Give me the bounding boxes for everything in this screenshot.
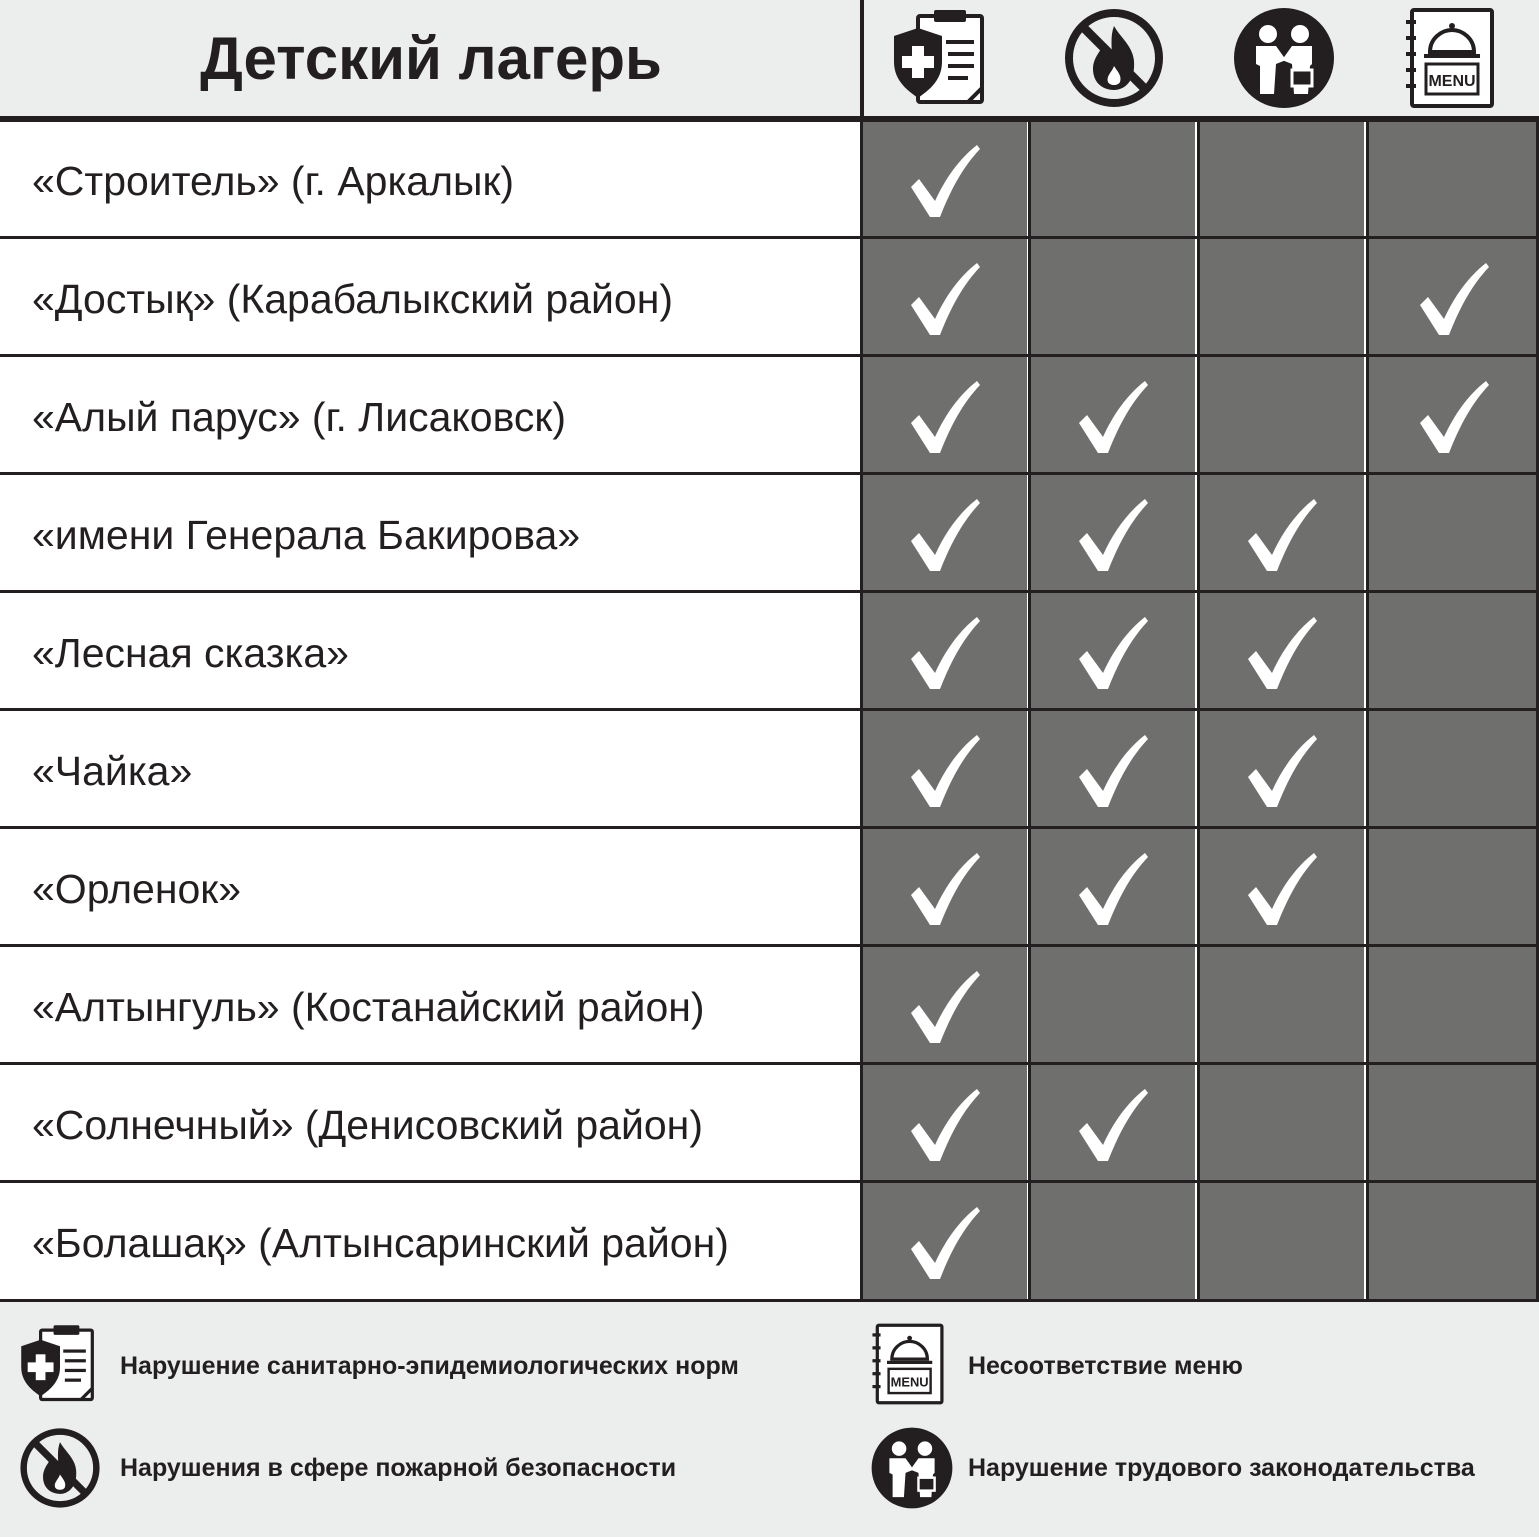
cell-sanitary <box>863 240 1027 358</box>
check-mark-icon <box>1077 497 1149 573</box>
check-mark-icon <box>1077 733 1149 809</box>
check-mark-icon <box>909 851 981 927</box>
legend <box>0 1302 1539 1537</box>
row-divider <box>0 590 1539 593</box>
cell-menu <box>1369 830 1539 948</box>
camp-name: «имени Генерала Бакирова» <box>0 476 860 594</box>
check-mark-icon <box>1246 615 1318 691</box>
cell-labor <box>1200 240 1364 358</box>
cell-menu <box>1369 240 1539 358</box>
svg-text:MENU: MENU <box>890 1374 929 1390</box>
camp-name: «Алтынгуль» (Костанайский район) <box>0 948 860 1066</box>
camp-name: «Чайка» <box>0 712 860 830</box>
camp-name: «Болашақ» (Алтынсаринский район) <box>0 1184 860 1302</box>
cell-labor <box>1200 712 1364 830</box>
cell-menu <box>1369 594 1539 712</box>
menu-book-icon <box>866 1322 950 1406</box>
column-divider <box>860 122 863 1302</box>
check-mark-icon <box>909 1205 981 1281</box>
row-divider <box>0 826 1539 829</box>
camp-name: «Орленок» <box>0 830 860 948</box>
column-title-camp: Детский лагерь <box>200 24 662 92</box>
table-header <box>0 0 1539 116</box>
check-mark-icon <box>909 733 981 809</box>
row-divider <box>0 1180 1539 1183</box>
cell-sanitary <box>863 830 1027 948</box>
check-mark-icon <box>909 261 981 337</box>
check-mark-icon <box>909 497 981 573</box>
table-row <box>0 1184 1539 1302</box>
cell-labor <box>1200 1066 1364 1184</box>
cell-fire <box>1031 122 1195 240</box>
cell-sanitary <box>863 1066 1027 1184</box>
cell-fire <box>1031 476 1195 594</box>
check-mark-icon <box>1077 1087 1149 1163</box>
check-mark-icon <box>909 615 981 691</box>
check-mark-icon <box>909 379 981 455</box>
check-mark-icon <box>909 969 981 1045</box>
no-fire-icon <box>1062 6 1166 110</box>
check-mark-icon <box>1246 497 1318 573</box>
header-divider <box>860 0 864 116</box>
shield-clipboard-icon <box>890 6 994 110</box>
cell-menu <box>1369 712 1539 830</box>
cell-menu <box>1369 122 1539 240</box>
cell-fire <box>1031 1066 1195 1184</box>
legend-label-labor: Нарушение трудового законодательства <box>968 1454 1475 1482</box>
cell-labor <box>1200 358 1364 476</box>
shield-clipboard-icon <box>18 1322 102 1406</box>
table-row <box>0 948 1539 1066</box>
cell-labor <box>1200 948 1364 1066</box>
table-row <box>0 1066 1539 1184</box>
table-row <box>0 712 1539 830</box>
row-divider <box>0 944 1539 947</box>
table-row <box>0 594 1539 712</box>
legend-label-menu: Несоответствие меню <box>968 1352 1243 1380</box>
cell-sanitary <box>863 476 1027 594</box>
table-row <box>0 240 1539 358</box>
cell-sanitary <box>863 948 1027 1066</box>
cell-labor <box>1200 476 1364 594</box>
no-fire-icon <box>18 1426 102 1510</box>
row-divider <box>0 708 1539 711</box>
check-mark-icon <box>909 1087 981 1163</box>
check-mark-icon <box>1077 615 1149 691</box>
check-mark-icon <box>1246 851 1318 927</box>
table-row <box>0 476 1539 594</box>
cell-menu <box>1369 476 1539 594</box>
check-mark-icon <box>1418 379 1490 455</box>
camp-name: «Солнечный» (Денисовский район) <box>0 1066 860 1184</box>
camp-name: «Достық» (Карабалыкский район) <box>0 240 860 358</box>
cell-menu <box>1369 1066 1539 1184</box>
table-row <box>0 830 1539 948</box>
cell-labor <box>1200 122 1364 240</box>
check-mark-icon <box>909 143 981 219</box>
cell-fire <box>1031 830 1195 948</box>
row-divider <box>0 236 1539 239</box>
check-mark-icon <box>1077 379 1149 455</box>
cell-menu <box>1369 948 1539 1066</box>
row-divider <box>0 354 1539 357</box>
cell-sanitary <box>863 1184 1027 1302</box>
row-divider <box>0 472 1539 475</box>
handshake-people-icon <box>1232 6 1336 110</box>
check-mark-icon <box>1077 851 1149 927</box>
cell-fire <box>1031 240 1195 358</box>
check-mark-icon <box>1418 261 1490 337</box>
table-row <box>0 358 1539 476</box>
cell-menu <box>1369 358 1539 476</box>
handshake-people-icon <box>870 1426 954 1510</box>
column-divider <box>1366 122 1369 1302</box>
svg-text:MENU: MENU <box>1428 73 1476 90</box>
table-row <box>0 122 1539 240</box>
cell-sanitary <box>863 358 1027 476</box>
cell-sanitary <box>863 594 1027 712</box>
column-divider <box>1197 122 1200 1302</box>
camp-name: «Строитель» (г. Аркалык) <box>0 122 860 240</box>
camp-name: «Лесная сказка» <box>0 594 860 712</box>
cell-labor <box>1200 830 1364 948</box>
cell-labor <box>1200 1184 1364 1302</box>
cell-fire <box>1031 948 1195 1066</box>
legend-label-sanitary: Нарушение санитарно-эпидемиологических норм <box>120 1352 739 1380</box>
cell-fire <box>1031 594 1195 712</box>
cell-fire <box>1031 1184 1195 1302</box>
cell-fire <box>1031 358 1195 476</box>
cell-labor <box>1200 594 1364 712</box>
legend-label-fire: Нарушения в сфере пожарной безопасности <box>120 1454 677 1482</box>
menu-book-icon <box>1398 6 1502 110</box>
column-divider <box>1028 122 1031 1302</box>
cell-sanitary <box>863 712 1027 830</box>
check-mark-icon <box>1246 733 1318 809</box>
cell-menu <box>1369 1184 1539 1302</box>
cell-fire <box>1031 712 1195 830</box>
cell-sanitary <box>863 122 1027 240</box>
camp-name: «Алый парус» (г. Лисаковск) <box>0 358 860 476</box>
row-divider <box>0 1062 1539 1065</box>
